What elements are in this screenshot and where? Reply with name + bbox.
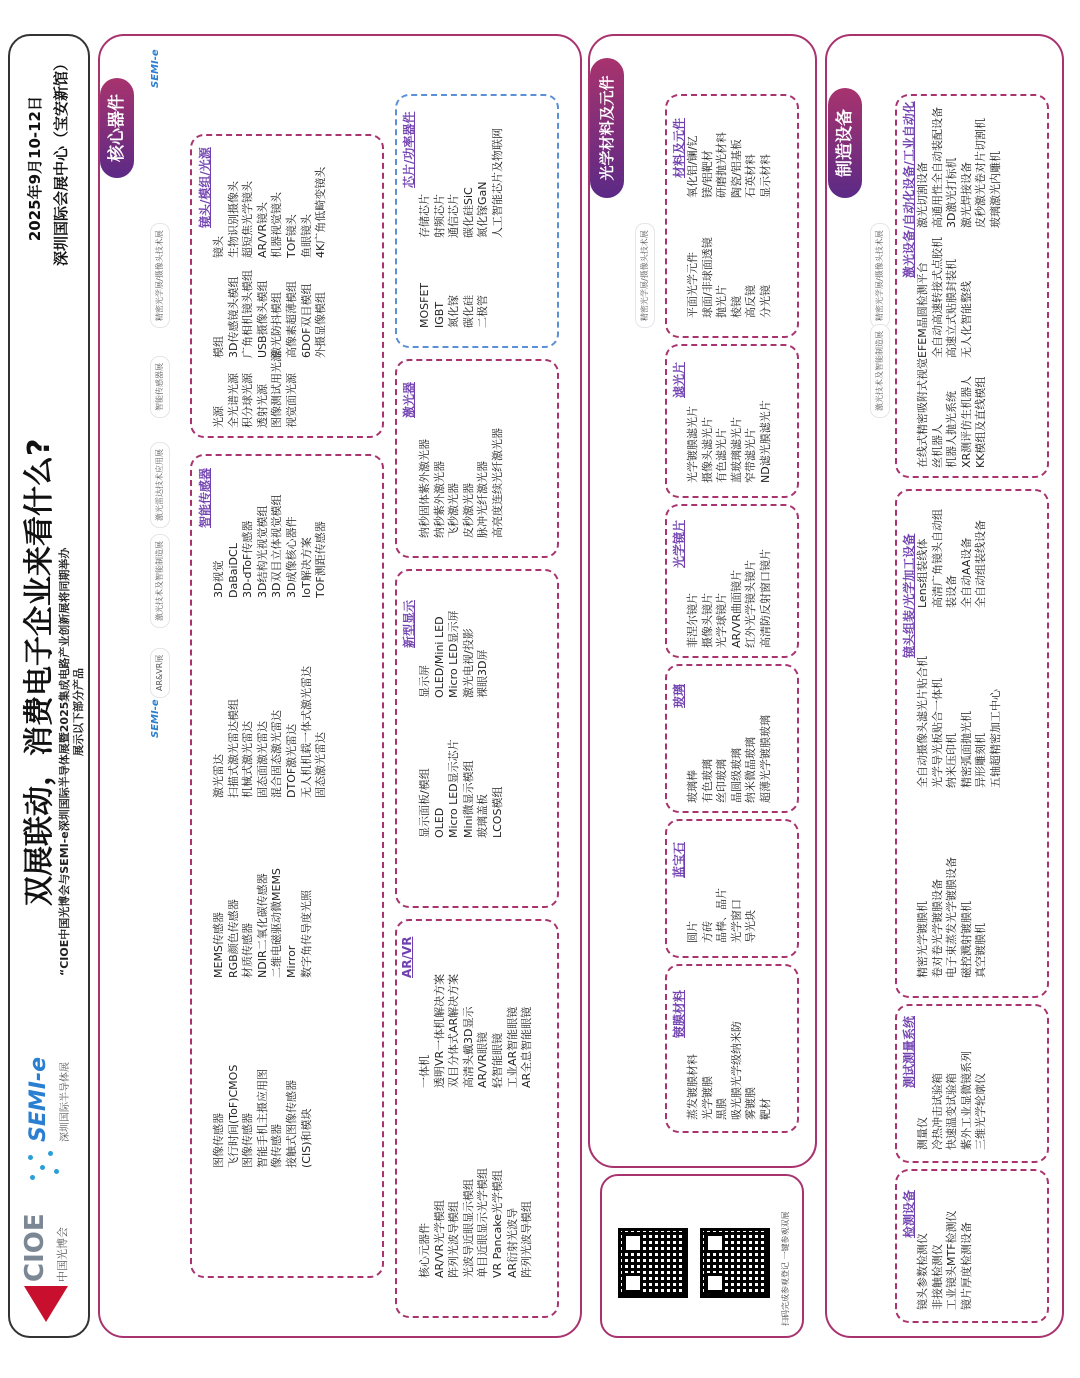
coating-col: [686, 1021, 774, 1120]
list-item: 存储芯片: [418, 194, 431, 238]
list-item: KK模组及直线模组: [974, 376, 988, 468]
list-item: 裸眼3D屏: [476, 649, 490, 698]
list-item: 显示屏: [418, 665, 431, 698]
list-item: OLED: [432, 807, 446, 838]
cioe-brand-cn: 中国光博会: [56, 1227, 69, 1282]
list-item: 无人机机载一体式激光雷达: [299, 666, 313, 798]
list-item: 激光焊接设备: [959, 162, 973, 228]
list-item: 蒸发镀膜材料: [686, 1054, 699, 1120]
logo-precision-optics-3: 精密光学展/摄像头技术展: [870, 223, 890, 328]
list-item: 全自动组装线设备: [974, 520, 988, 608]
list-item: 靶材: [758, 1098, 772, 1120]
assembly-col-1: [916, 509, 989, 608]
manufacturing-pill: 制造设备: [828, 88, 862, 198]
list-item: NDIR二氧化碳传感器: [255, 873, 269, 978]
list-item: 镁/铝靶材: [700, 150, 714, 198]
semi-dot-icon: [54, 1169, 59, 1174]
inspect-col: [916, 1210, 974, 1310]
list-item: AR/VR镜头: [255, 201, 269, 258]
list-item: 二维电磁驱动微MEMS: [270, 868, 284, 978]
logo-smart-sensor: 智能传感器展: [150, 356, 170, 418]
core-devices-pill: 核心器件: [100, 78, 134, 178]
lens-module-title: 镜头/模组/光源: [198, 147, 212, 228]
list-item: 全自动AA设备: [959, 537, 973, 608]
list-item: 机器人抛光系统: [945, 391, 959, 468]
list-item: 摄像头滤光片: [700, 417, 714, 483]
list-item: 高像素超薄模组: [284, 281, 298, 358]
list-item: 材质传感器: [241, 923, 255, 978]
list-item: 图像传感器: [241, 1113, 255, 1168]
logo-lidar: 激光雷达技术应用展: [150, 442, 170, 528]
event-date: 2025年9月10-12日: [26, 96, 44, 242]
subtitle-line-1: “CIOE中国光博会与SEMI-e深圳国际半导体展暨2025集成电路产业创新展将同期举办: [58, 547, 71, 976]
list-item: 纳秒紫外激光器: [432, 461, 446, 538]
list-item: 光源: [212, 406, 225, 428]
list-item: AR全息智能眼镜: [520, 1006, 534, 1088]
list-item: 光学窗口: [729, 899, 743, 943]
list-item: 4K广角低畸变镜头: [314, 166, 328, 258]
semi-dot-icon: [40, 1165, 45, 1170]
display-col-2: [418, 739, 506, 838]
list-item: 方砖: [700, 921, 714, 943]
list-item: 真空镀膜机: [974, 923, 988, 978]
list-item: 固态激光雷达: [314, 732, 328, 798]
list-item: 高亮度连续光纤激光器: [490, 428, 504, 538]
list-item: 镜头: [212, 236, 225, 258]
semi-logo: [16, 1046, 80, 1186]
list-item: 全光谱光源: [226, 373, 240, 428]
measure-title: 测试测量系统: [902, 1015, 916, 1088]
material-col-2: [686, 237, 774, 318]
semi-dot-icon: [30, 1175, 35, 1180]
measure-col: [916, 1051, 989, 1150]
list-item: XR测评仿生机器人: [959, 375, 973, 468]
laser-title: 激光器: [402, 381, 416, 418]
assembly-col-3: [916, 857, 989, 978]
glass-title: 玻璃: [672, 683, 686, 708]
list-item: DaBaiDCL: [226, 543, 240, 598]
list-item: 3D结构光视觉模组: [255, 505, 269, 598]
list-item: (CIS)和模块: [299, 1108, 313, 1168]
list-item: LCOS模组: [490, 786, 504, 838]
list-item: 磁控溅射镀膜机: [959, 901, 973, 978]
list-item: AR/VR眼镜: [476, 1031, 490, 1088]
list-item: IGBT: [432, 301, 446, 328]
cioe-logo: [16, 1194, 80, 1324]
list-item: 飞秒激光器: [447, 483, 461, 538]
chip-col-1: [418, 128, 506, 238]
list-item: 高反镜: [744, 285, 758, 318]
list-item: 接触式图像传感器: [284, 1080, 298, 1168]
list-item: 视觉面光源: [284, 373, 298, 428]
list-item: 石英材料: [744, 154, 758, 198]
list-item: 积分球光源: [241, 373, 255, 428]
list-item: 皮秒激光卷对片切割机: [974, 118, 988, 228]
list-item: 红外光学镜头镜片: [744, 560, 758, 648]
sensor-col-3: [212, 868, 314, 978]
list-item: 双目分体式AR解决方案: [447, 973, 461, 1088]
logo-precision-optics: 精密光学展/摄像头技术展: [150, 223, 170, 328]
lens-piece-col: [686, 549, 774, 648]
arvr-col-1: [418, 974, 535, 1088]
list-item: Lens组装线体: [916, 538, 929, 608]
list-item: 一体机: [418, 1055, 431, 1088]
sapphire-col: [686, 888, 759, 943]
list-item: 全自动高速转接式点胶机: [930, 237, 944, 358]
list-item: 球面/非球面透镜: [700, 237, 714, 318]
list-item: 显示面板/模组: [418, 768, 431, 838]
list-item: 高速立式贴膜封装机: [945, 259, 959, 358]
list-item: 镜片厚度检测设备: [959, 1222, 973, 1310]
list-item: 五轴超精密加工中心: [988, 689, 1002, 788]
list-item: 丝机器人: [930, 424, 944, 468]
sensor-col-4: [212, 1065, 314, 1168]
display-col-1: [418, 610, 491, 698]
list-item: 阵列光波导模组: [447, 1201, 461, 1278]
list-item: 3D-dToF传感器: [241, 520, 255, 598]
module-col: [212, 270, 329, 358]
semi-dot-icon: [48, 1151, 53, 1156]
list-item: 激光切割设备: [916, 162, 929, 228]
list-item: 3D视觉: [212, 560, 225, 598]
list-item: VR Pancake光学模组: [490, 1169, 504, 1278]
light-col: [212, 351, 300, 428]
assembly-col-2: [916, 656, 1004, 788]
cioe-brand-text: CIOE: [20, 1213, 50, 1282]
list-item: 紫外工业显微镜系列: [959, 1051, 973, 1150]
list-item: 轻智能眼镜: [490, 1033, 504, 1088]
automation-col-1: [916, 107, 1004, 228]
list-item: 全自动摄像头滤光片贴合机: [916, 656, 929, 788]
semi-tag-2: SEMI-e: [150, 699, 161, 738]
list-item: 扫描式激光雷达模组: [226, 699, 240, 798]
list-item: 雾镀膜: [744, 1087, 758, 1120]
list-item: ND滤光膜滤光片: [758, 400, 772, 483]
list-item: 高清广角镜头自动组: [930, 509, 944, 608]
list-item: 透射光源: [255, 384, 269, 428]
list-item: 机器视觉镜头: [270, 192, 284, 258]
list-item: 智能手机主摄应用图: [255, 1069, 269, 1168]
list-item: 激光雷达: [212, 754, 225, 798]
list-item: Micro LED显示芯片: [447, 739, 461, 838]
list-item: 高通用性全自动装配设备: [930, 107, 944, 228]
list-item: 氧化铝/镧/钇: [686, 135, 699, 198]
list-item: 光波导近眼显示模组: [461, 1179, 475, 1278]
list-item: 单目近眼显示光学模组: [476, 1168, 490, 1278]
filter-title: 滤光片: [672, 361, 686, 398]
cioe-mark-icon: [24, 1286, 68, 1322]
arvr-title: AR/VR: [400, 936, 414, 978]
list-item: 显示材料: [758, 154, 772, 198]
material-title: 材料及元件: [672, 117, 686, 178]
list-item: 3D双目立体视觉模组: [270, 494, 284, 598]
header-frame: [8, 34, 90, 1338]
list-item: 非接触检测仪: [930, 1244, 944, 1310]
list-item: 激光防抖模组: [270, 292, 284, 358]
list-item: 摄像头镜片: [700, 593, 714, 648]
list-item: TOF测距传感器: [314, 521, 328, 598]
list-item: 有色滤光片: [715, 428, 729, 483]
list-item: 二极管: [476, 295, 490, 328]
list-item: 棱镜: [729, 296, 743, 318]
list-item: 广角相机镜头模组: [241, 270, 255, 358]
list-item: 通信芯片: [447, 194, 461, 238]
laser-col: [418, 428, 506, 538]
logo-precision-optics-2: 精密光学展/摄像头技术展: [635, 223, 655, 328]
list-item: 氮化镓: [447, 295, 461, 328]
list-item: 黑膜: [715, 1098, 729, 1120]
chip-title: 芯片/功率器件: [402, 111, 416, 188]
inspect-title: 检测设备: [902, 1189, 916, 1238]
arvr-col-2: [418, 1168, 535, 1278]
list-item: 平面光学元件: [686, 252, 699, 318]
list-item: Mini微显示模组: [461, 760, 475, 838]
list-item: 射频芯片: [432, 194, 446, 238]
list-item: 超薄光学镀膜玻璃: [758, 715, 772, 803]
list-item: 透明VR一体机解决方案: [432, 973, 446, 1088]
list-item: 晶棒、晶片: [715, 888, 729, 943]
glass-col: [686, 715, 774, 803]
list-item: RGB颜色传感器: [226, 899, 240, 978]
assembly-title: 镜头组装/光学加工设备: [902, 533, 916, 658]
list-item: AR/VR光学模组: [432, 1199, 446, 1278]
list-item: 吸光膜光学级纳米防: [729, 1021, 743, 1120]
list-item: 飞行时间(ToF)CMOS: [226, 1064, 240, 1168]
list-item: 电子束蒸发光学镀膜设备: [945, 857, 959, 978]
list-item: 纳米压印机: [945, 733, 959, 788]
list-item: 镜头参数检测仪: [916, 1233, 929, 1310]
list-item: 像传感器: [270, 1124, 284, 1168]
list-item: 机械式激光雷达: [241, 721, 255, 798]
qr-note: 扫码完成参观登记 一键参观双展: [781, 1211, 790, 1326]
list-item: 人工智能芯片及物联网: [490, 128, 504, 238]
automation-title: 激光设备/自动化设备/工业自动化: [902, 101, 916, 278]
semi-dot-icon: [28, 1155, 33, 1160]
list-item: 纳米微晶玻璃: [744, 737, 758, 803]
list-item: 超短焦光学镜头: [241, 181, 255, 258]
list-item: 陶瓷/铝基板: [729, 139, 743, 198]
list-item: 生物识别摄像头: [226, 181, 240, 258]
list-item: 高清防反射窗口镜片: [758, 549, 772, 648]
list-item: 测量仪: [916, 1117, 929, 1150]
semi-brand-cn: 深圳国际半导体展: [60, 1062, 71, 1142]
list-item: 皮秒激光器: [461, 483, 475, 538]
list-item: 3D传感镜头模组: [226, 276, 240, 358]
list-item: OLED/Mini LED: [432, 616, 446, 698]
event-venue: 深圳国际会展中心（宝安新馆）: [52, 56, 70, 267]
list-item: 窄带滤光片: [744, 428, 758, 483]
list-item: Micro LED显示屏: [447, 610, 461, 698]
list-item: 光学球镜片: [715, 593, 729, 648]
list-item: 混合固态激光雷达: [270, 710, 284, 798]
qr-code-2[interactable]: [700, 1228, 770, 1298]
list-item: 光学镀膜: [700, 1076, 714, 1120]
list-item: USB摄像头模组: [255, 280, 269, 358]
list-item: 纳秒固体紫外激光器: [418, 439, 431, 538]
list-item: 工业镜头MTF检测仪: [945, 1210, 959, 1310]
material-col-1: [686, 132, 774, 198]
list-item: 分光镜: [758, 285, 772, 318]
list-item: 玻璃盖板: [476, 794, 490, 838]
list-item: 工业AR智能眼镜: [505, 1006, 519, 1088]
list-item: 精密光学镀膜机: [916, 901, 929, 978]
lens-col: [212, 167, 329, 258]
lens-piece-title: 光学镜片: [672, 519, 686, 568]
list-item: AR/VR曲面镜片: [729, 569, 743, 648]
logo-arvr: AR&VR展: [150, 648, 170, 698]
list-item: EFEM晶圆检测平台: [916, 262, 929, 358]
list-item: TOF镜头: [284, 214, 298, 258]
automation-col-2: [916, 237, 974, 358]
smart-sensor-title: 智能传感器: [198, 467, 212, 528]
list-item: 精密弧面抛光机: [959, 711, 973, 788]
list-item: 无人化智能整线: [959, 281, 973, 358]
list-item: 冷热冲击试验箱: [930, 1073, 944, 1150]
semi-tag-1: SEMI-e: [150, 49, 161, 88]
list-item: 导光块: [744, 910, 758, 943]
list-item: 氮化镓GaN: [476, 181, 490, 238]
list-item: 6DOF双目模组: [299, 283, 313, 358]
sensor-col-1: [212, 495, 329, 598]
list-item: 在线式精密吸附式视觉: [916, 358, 929, 468]
list-item: MOSFET: [418, 282, 431, 328]
list-item: 晶圆级玻璃: [729, 748, 743, 803]
list-item: 碳化硅: [461, 295, 475, 328]
display-title: 新型显示: [402, 599, 416, 648]
subtitle-line-2: 展示以下部分产品: [72, 668, 85, 756]
list-item: 激光电视/投影: [461, 628, 475, 698]
list-item: 碳化硅SiC: [461, 187, 475, 238]
list-item: 玻璃棒: [686, 770, 699, 803]
list-item: 玻璃激光内雕机: [988, 151, 1002, 228]
semi-brand-text: SEMI-e: [26, 1056, 51, 1142]
list-item: IoT解决方案: [299, 537, 313, 598]
list-item: 有色玻璃: [700, 759, 714, 803]
list-item: 菲涅尔镜片: [686, 593, 699, 648]
list-item: 核心元器件: [418, 1223, 431, 1278]
list-item: 装设备: [945, 575, 959, 608]
optical-material-pill: 光学材料及元件: [590, 58, 624, 198]
list-item: 研磨抛光材料: [715, 132, 729, 198]
list-item: 数字角传导度光照: [299, 890, 313, 978]
filter-col: [686, 400, 774, 483]
list-item: 抛光片: [715, 285, 729, 318]
list-item: AR衍射光波导: [505, 1207, 519, 1278]
list-item: DTOF激光雷达: [284, 723, 298, 798]
chip-col-2: [418, 283, 491, 328]
list-item: 模组: [212, 336, 225, 358]
list-item: MEMS传感器: [212, 912, 225, 978]
page-title: 双展联动，消费电子企业来看什么?: [22, 438, 57, 906]
logo-laser-tech-2: 激光技术及智能制造展: [870, 324, 890, 418]
list-item: 固态面激光雷达: [255, 721, 269, 798]
sapphire-title: 蓝宝石: [672, 841, 686, 878]
logo-laser-tech: 激光技术及智能制造展: [150, 534, 170, 628]
list-item: 外摄显像模组: [314, 292, 328, 358]
automation-col-3: [916, 358, 989, 468]
list-item: 光学导光板贴合一体机: [930, 678, 944, 788]
sensor-col-2: [212, 666, 329, 798]
list-item: 蓝玻璃滤光片: [729, 417, 743, 483]
list-item: 高清头戴3D显示: [461, 1006, 475, 1088]
list-item: 丝印玻璃: [715, 759, 729, 803]
list-item: 3D成像核心器件: [284, 516, 298, 598]
list-item: Mirror: [284, 945, 298, 978]
list-item: 3D激光打标机: [945, 157, 959, 228]
list-item: 脉冲光纤激光器: [476, 461, 490, 538]
list-item: 图像传感器: [212, 1113, 225, 1168]
coating-title: 镀膜材料: [672, 989, 686, 1038]
list-item: 三维光学轮廓仪: [974, 1073, 988, 1150]
list-item: 光学镀膜滤光片: [686, 406, 699, 483]
list-item: 快速温变试验箱: [945, 1073, 959, 1150]
list-item: 异形雕刻机: [974, 733, 988, 788]
list-item: 圆片: [686, 921, 699, 943]
list-item: 阵列光波导模组: [520, 1201, 534, 1278]
qr-code-1[interactable]: [618, 1228, 688, 1298]
list-item: 图像测试用光源: [270, 351, 284, 428]
list-item: 卷对卷光学镀膜设备: [930, 879, 944, 978]
list-item: 鱼眼镜头: [299, 214, 313, 258]
